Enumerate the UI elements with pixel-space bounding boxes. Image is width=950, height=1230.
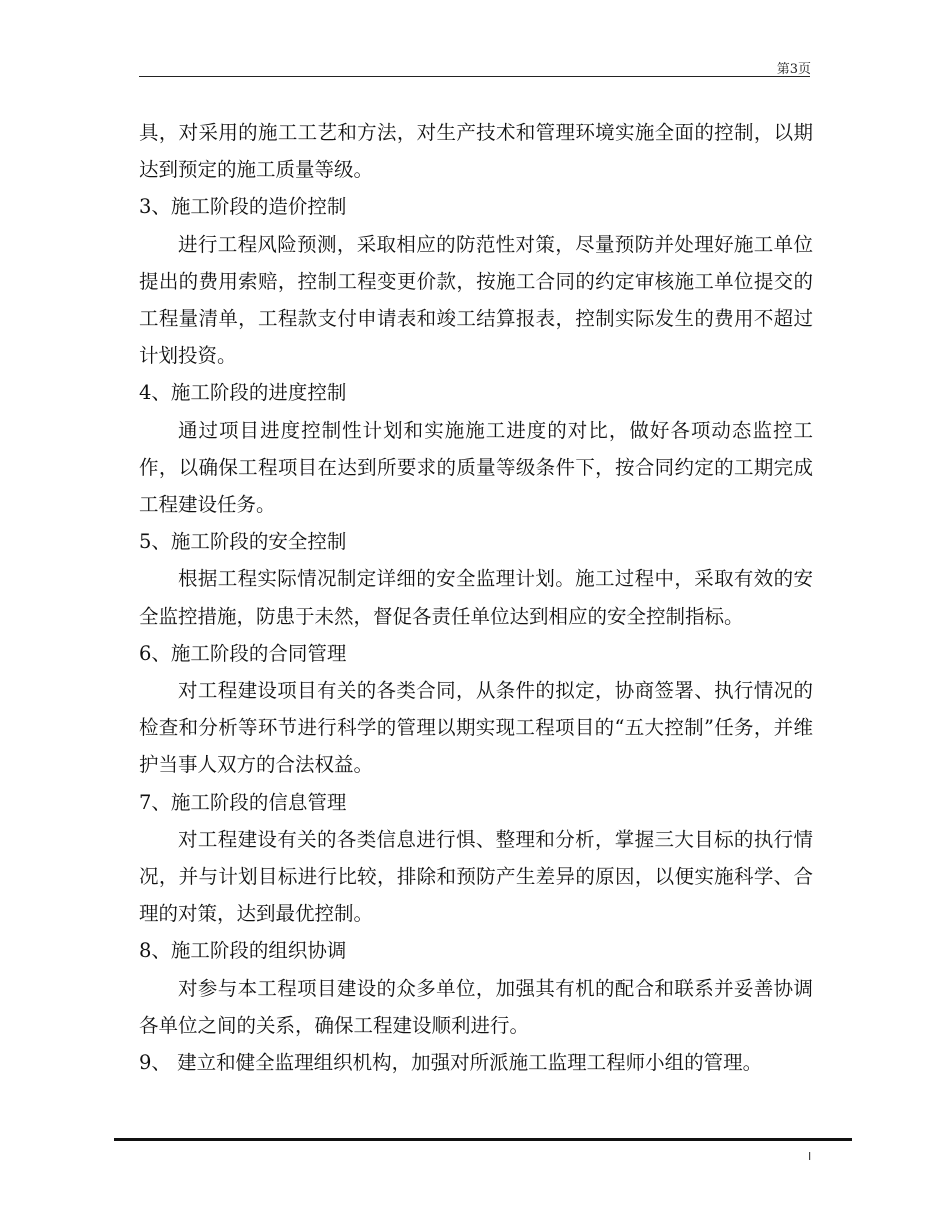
paragraph-schedule-control: 通过项目进度控制性计划和实施施工进度的对比，做好各项动态监控工作，以确保工程项目在达到所要求的质量等级条件下，按合同约定的工期完成工程建设任务。: [139, 418, 813, 517]
section-heading-3: 3、施工阶段的造价控制: [139, 195, 347, 219]
section-heading-6: 6、施工阶段的合同管理: [139, 641, 347, 665]
section-heading-4: 4、施工阶段的进度控制: [139, 381, 347, 405]
section-heading-8: 8、施工阶段的组织协调: [139, 939, 347, 963]
paragraph-information-management: 对工程建设有关的各类信息进行惧、整理和分析，掌握三大目标的执行情况，并与计划目标进行比较，排除和预防产生差异的原因，以便实施科学、合理的对策，达到最优控制。: [139, 827, 813, 926]
paragraph-coordination: 对参与本工程项目建设的众多单位，加强其有机的配合和联系并妥善协调各单位之间的关系，确保工程建设顺利进行。: [139, 976, 813, 1037]
document-body: [139, 114, 813, 1081]
paragraph-continuation: 具，对采用的施工工艺和方法，对生产技术和管理环境实施全面的控制，以期达到预定的施工质量等级。: [139, 121, 813, 182]
section-heading-7: 7、施工阶段的信息管理: [139, 790, 347, 814]
page-number: 第3页: [776, 62, 811, 77]
footer-divider: [114, 1138, 852, 1141]
section-heading-9: 9、 建立和健全监理组织机构，加强对所派施工监理工程师小组的管理。: [139, 1051, 763, 1075]
paragraph-contract-management: 对工程建设项目有关的各类合同，从条件的拟定，协商签署、执行情况的检查和分析等环节进行科学的管理以期实现工程项目的“五大控制”任务，并维护当事人双方的合法权益。: [139, 679, 813, 777]
header-divider: [139, 76, 810, 77]
footer-mark: I: [808, 1150, 812, 1163]
paragraph-safety-control: 根据工程实际情况制定详细的安全监理计划。施工过程中，采取有效的安全监控措施，防患于未然，督促各责任单位达到相应的安全控制指标。: [139, 567, 813, 628]
paragraph-cost-control: 进行工程风险预测，采取相应的防范性对策，尽量预防并处理好施工单位提出的费用索赔，控制工程变更价款，按施工合同的约定审核施工单位提交的工程量清单，工程款支付申请表和竣工结算报表，控制实际发生的费用不超过计划投资。: [139, 232, 813, 368]
section-heading-5: 5、施工阶段的安全控制: [139, 530, 347, 554]
